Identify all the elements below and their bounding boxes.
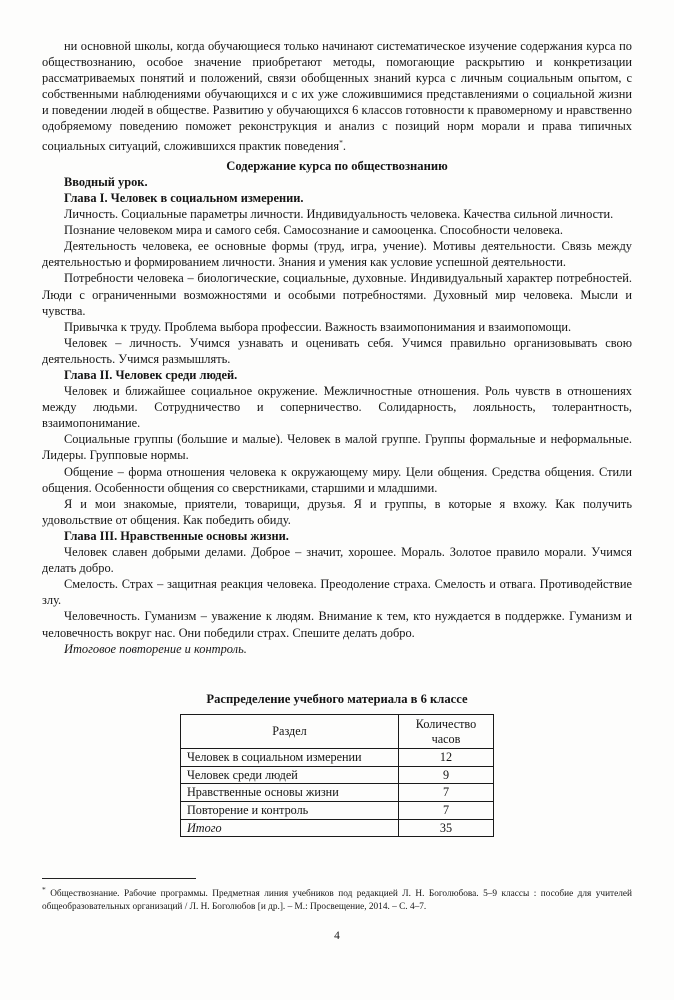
total-hours: 35 [399, 819, 494, 837]
row-2-hours: 9 [399, 766, 494, 784]
hours-table-block [0, 692, 674, 837]
footnote-separator-rule [42, 878, 196, 879]
row-3-section: Нравственные основы жизни [181, 784, 399, 802]
column-header-hours [399, 715, 494, 749]
intro-lesson-heading: Вводный урок. [64, 174, 148, 189]
table-row [181, 749, 494, 767]
footnote-marker: * [42, 885, 46, 894]
chapter-3-heading: Глава III. Нравственные основы жизни. [64, 528, 289, 543]
row-4-section: Повторение и контроль [181, 801, 399, 819]
intro-paragraph-text: ни основной школы, когда обучающиеся только начинают систематическое изучение содержания курса по обществознанию, особое значение приобретают методы, помогающие раскрытию и конкретизации рассматриваемых понятий и положений, связи обобщенных знаний курса с личным социальным опытом, с собственными наблюдениями обучающихся и с их уже сложившимися представлениями о социальной жизни и поведении людей в обществе. Развитию у обучающихся 6 классов готовности к правомерному и нравственно одобряемому поведению поможет реконструкция и анализ с позиций норм морали и права типичных социальных ситуаций, сложившихся практик поведения [42, 39, 632, 153]
column-header-hours-line1: Количество [415, 717, 477, 731]
total-label: Итого [181, 819, 399, 837]
chapter-2-heading: Глава II. Человек среди людей. [64, 368, 238, 382]
chapter-3-paragraph-2: Смелость. Страх – защитная реакция человека. Преодоление страха. Смелость и отвага. Противодействие злу. [42, 577, 632, 608]
chapter-1-paragraph-2: Познание человеком мира и самого себя. Самосознание и самооценка. Способности человека. [64, 223, 563, 238]
column-header-hours-line2: часов [431, 731, 461, 746]
table-row [181, 784, 494, 802]
chapter-1-paragraph-4: Потребности человека – биологические, социальные, духовные. Индивидуальный характер потребностей. Люди с ограниченными возможностями и особыми потребностями. Духовный мир человека. Мысли и чувства. [42, 271, 632, 318]
table-row [181, 766, 494, 784]
chapter-1-paragraph-3: Деятельность человека, ее основные формы (труд, игра, учение). Мотивы деятельности. Связь между деятельностью и формированием личности. Знания и умения как условие успешной деятельности. [42, 239, 632, 270]
row-4-hours: 7 [399, 801, 494, 819]
chapter-2-paragraph-4: Я и мои знакомые, приятели, товарищи, друзья. Я и группы, в которые я вхожу. Как получить удовольствие от общения. Как победить обиду. [42, 496, 632, 527]
table-row [181, 801, 494, 819]
page-section-title: Содержание курса по обществознанию [226, 158, 448, 173]
footnote-body: Обществознание. Рабочие программы. Предметная линия учебников под редакцией Л. Н. Боголюбова. 5–9 классы : пособие для учителей общеобразовательных организаций / Л. Н. Боголюбов [и др.]. – М.: Просвещение, 2014. – С. 4–7. [42, 889, 632, 912]
footnote-reference-marker: * [339, 137, 343, 147]
chapter-2-paragraph-2: Социальные группы (большие и малые). Человек в малой группе. Группы формальные и неформальные. Лидеры. Групповые нормы. [42, 432, 632, 463]
row-1-hours: 12 [399, 749, 494, 767]
footnote-block [42, 878, 632, 913]
hours-table-body [181, 749, 494, 837]
intro-paragraph [42, 38, 632, 154]
row-1-section: Человек в социальном измерении [181, 749, 399, 767]
page-content [42, 38, 632, 657]
chapter-3-paragraph-3: Человечность. Гуманизм – уважение к людям. Внимание к тем, кто нуждается в поддержке. Гуманизм и человечность вокруг нас. Они победили страх. Спешите делать добро. [42, 609, 632, 640]
column-header-section: Раздел [181, 715, 399, 749]
hours-table [180, 714, 494, 837]
row-3-hours: 7 [399, 784, 494, 802]
final-review-line: Итоговое повторение и контроль. [64, 641, 247, 656]
table-total-row [181, 819, 494, 837]
hours-table-head [181, 715, 494, 749]
chapter-2-paragraph-1: Человек и ближайшее социальное окружение. Межличностные отношения. Роль чувств в отношениях между людьми. Сотрудничество и соперничество. Солидарность, лояльность, толерантность, взаимопонимание. [42, 384, 632, 431]
row-2-section: Человек среди людей [181, 766, 399, 784]
chapter-1-paragraph-6: Человек – личность. Учимся узнавать и оценивать себя. Учимся правильно организовывать свою деятельность. Учимся размышлять. [42, 335, 632, 366]
chapter-1-paragraph-5: Привычка к труду. Проблема выбора профессии. Важность взаимопонимания и взаимопомощи. [64, 319, 572, 334]
chapter-3-paragraph-1: Человек славен добрыми делами. Доброе – значит, хорошее. Мораль. Золотое правило морали. Учимся делать добро. [42, 545, 632, 576]
page-number: 4 [334, 930, 340, 942]
table-header-row [181, 715, 494, 749]
hours-table-title: Распределение учебного материала в 6 классе [206, 692, 468, 706]
intro-paragraph-trailing: . [342, 138, 346, 153]
chapter-1-heading: Глава I. Человек в социальном измерении. [64, 190, 304, 205]
footnote-text [42, 884, 632, 913]
chapter-1-paragraph-1: Личность. Социальные параметры личности. Индивидуальность человека. Качества сильной личности. [64, 207, 614, 222]
chapter-2-paragraph-3: Общение – форма отношения человека к окружающему миру. Цели общения. Средства общения. Стили общения. Особенности общения со сверстниками, старшими и младшими. [42, 464, 632, 495]
